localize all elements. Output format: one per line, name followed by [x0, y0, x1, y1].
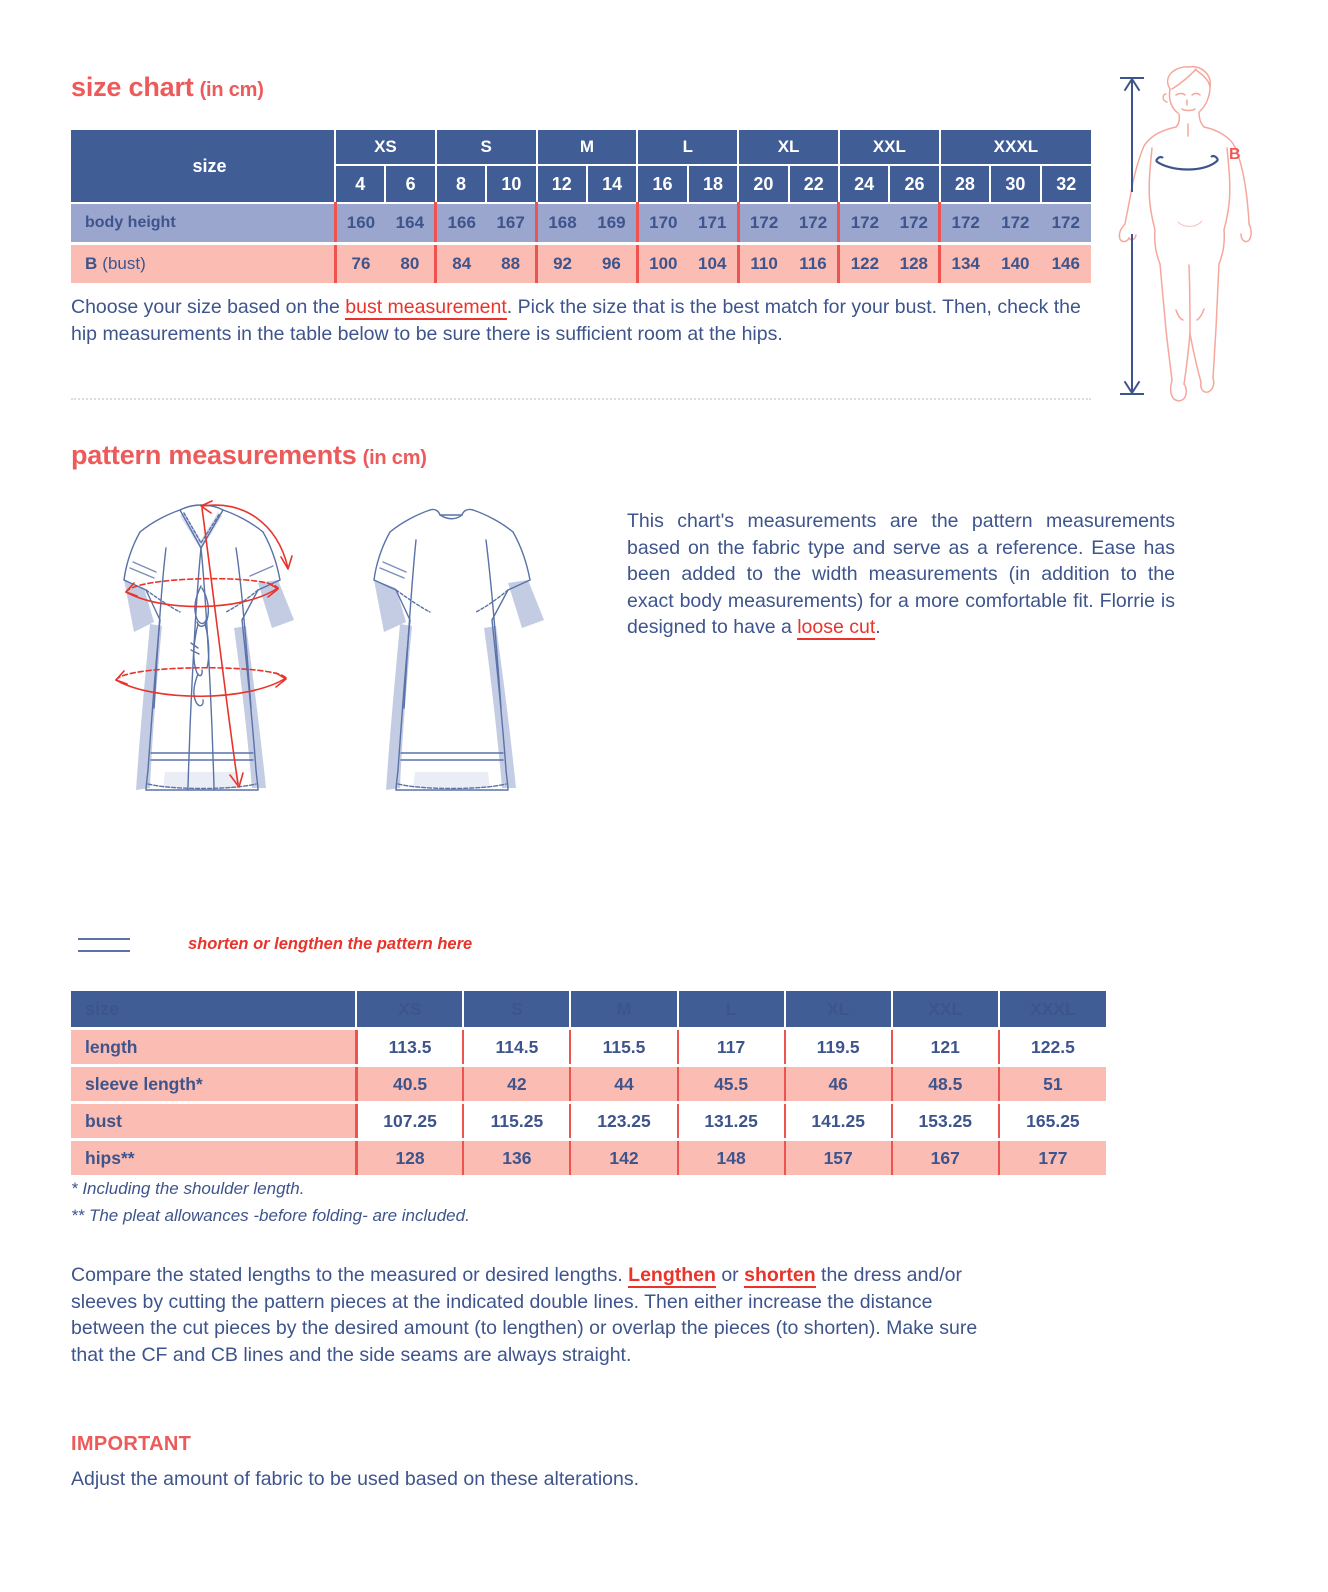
pattern-measurements-heading: [71, 440, 427, 471]
size-group-xxl: XXL: [839, 130, 940, 165]
row-label-body-height: body height: [71, 203, 335, 244]
size-number-4: 4: [335, 165, 385, 203]
pattern-measurements-table: [71, 991, 1106, 1175]
bust-10: 88: [486, 244, 536, 284]
size-number-12: 12: [537, 165, 587, 203]
row-label-bust-suffix: (bust): [102, 254, 146, 273]
bust-26: 128: [889, 244, 939, 284]
length-xxl: 121: [892, 1029, 999, 1066]
pattern-description-after: .: [875, 616, 881, 639]
hips-xxl: 167: [892, 1140, 999, 1176]
sleeve-length-xxl: 48.5: [892, 1066, 999, 1103]
table-row-hips: [71, 1140, 1106, 1176]
alteration-before: Compare the stated lengths to the measured or desired lengths.: [71, 1264, 629, 1286]
size-group-xxxl: XXXL: [940, 130, 1091, 165]
alteration-after: the dress and/or sleeves by cutting the pattern pieces at the indicated double lines. Then either increase the distance between the cut pieces by the desired amount (to lengthen) or overlap the pieces (to shorten). Make sure that the CF and CB lines and the side seams are always straight.: [71, 1264, 978, 1366]
size-number-16: 16: [637, 165, 687, 203]
pattern-size-l: L: [678, 991, 785, 1029]
body-height-16: 170: [637, 203, 687, 244]
body-height-4: 160: [335, 203, 385, 244]
sleeve-length-l: 45.5: [678, 1066, 785, 1103]
size-chart-heading: [71, 72, 264, 103]
bust-marker-label: B: [1229, 146, 1241, 163]
size-group-s: S: [436, 130, 537, 165]
pattern-description: [627, 508, 1175, 641]
size-group-xl: XL: [738, 130, 839, 165]
bust-20: 110: [738, 244, 788, 284]
size-chart-group-row: [71, 130, 1091, 165]
hips-m: 142: [570, 1140, 677, 1176]
body-height-32: 172: [1041, 203, 1091, 244]
size-chart-instructions: [71, 294, 1101, 347]
row-label-length: length: [71, 1029, 356, 1066]
pattern-size-xl: XL: [785, 991, 892, 1029]
bust-measurement-link[interactable]: bust measurement: [345, 296, 507, 318]
bust-32: 146: [1041, 244, 1091, 284]
bust-pattern-m: 123.25: [570, 1103, 677, 1140]
alteration-legend: [78, 935, 472, 954]
body-height-28: 172: [940, 203, 990, 244]
size-number-24: 24: [839, 165, 889, 203]
bust-12: 92: [537, 244, 587, 284]
important-heading: IMPORTANT: [71, 1433, 192, 1455]
pattern-table-header-row: [71, 991, 1106, 1029]
bust-measurement-line: [1156, 156, 1218, 170]
body-height-14: 169: [587, 203, 637, 244]
loose-cut-link[interactable]: loose cut: [797, 616, 876, 639]
hips-s: 136: [463, 1140, 570, 1176]
body-height-12: 168: [537, 203, 587, 244]
body-height-20: 172: [738, 203, 788, 244]
female-body-outline: [1119, 67, 1251, 401]
footnote-shoulder-length: * Including the shoulder length.: [71, 1179, 305, 1198]
lengthen-link[interactable]: Lengthen: [628, 1264, 716, 1286]
body-height-26: 172: [889, 203, 939, 244]
table-row-bust-pattern: [71, 1103, 1106, 1140]
bust-24: 122: [839, 244, 889, 284]
dress-drawings-svg: [62, 488, 607, 873]
row-label-hips: hips**: [71, 1140, 356, 1176]
size-chart-heading-main: size chart: [71, 72, 194, 102]
size-number-26: 26: [889, 165, 939, 203]
body-height-6: 164: [385, 203, 435, 244]
sleeve-length-s: 42: [463, 1066, 570, 1103]
pattern-size-xxxl: XXXL: [999, 991, 1106, 1029]
table-row-length: [71, 1029, 1106, 1066]
alteration-instructions: [71, 1262, 1011, 1368]
footnote-pleat-allowances: ** The pleat allowances -before folding- are included.: [71, 1206, 470, 1225]
alteration-middle: or: [715, 1264, 745, 1286]
bust-pattern-s: 115.25: [463, 1103, 570, 1140]
pattern-heading-main: pattern measurements: [71, 440, 357, 470]
dress-technical-drawings: [62, 488, 607, 873]
row-label-sleeve-length: sleeve length*: [71, 1066, 356, 1103]
row-label-bust-letter: B: [85, 254, 98, 273]
bust-pattern-xs: 107.25: [356, 1103, 463, 1140]
pattern-size-m: M: [570, 991, 677, 1029]
size-number-28: 28: [940, 165, 990, 203]
table-row-body-height: [71, 203, 1091, 244]
body-height-22: 172: [789, 203, 839, 244]
hips-xl: 157: [785, 1140, 892, 1176]
pattern-size-s: S: [463, 991, 570, 1029]
body-height-10: 167: [486, 203, 536, 244]
table-row-sleeve-length: [71, 1066, 1106, 1103]
size-number-8: 8: [436, 165, 486, 203]
sleeve-length-xl: 46: [785, 1066, 892, 1103]
bust-22: 116: [789, 244, 839, 284]
sleeve-length-xs: 40.5: [356, 1066, 463, 1103]
bust-4: 76: [335, 244, 385, 284]
bust-6: 80: [385, 244, 435, 284]
body-height-24: 172: [839, 203, 889, 244]
pattern-size-xs: XS: [356, 991, 463, 1029]
size-chart-heading-sub: (in cm): [199, 79, 264, 101]
length-xs: 113.5: [356, 1029, 463, 1066]
size-group-m: M: [537, 130, 638, 165]
dress-front-view: [116, 501, 294, 790]
size-chart-table: [71, 130, 1091, 283]
instructions-before: Choose your size based on the: [71, 296, 346, 318]
body-figure-svg: [1100, 62, 1328, 407]
size-number-22: 22: [789, 165, 839, 203]
height-arrow: [1120, 78, 1144, 394]
row-label-bust: [71, 244, 335, 284]
pattern-size-xxl: XXL: [892, 991, 999, 1029]
bust-30: 140: [990, 244, 1040, 284]
hips-xxxl: 177: [999, 1140, 1106, 1176]
body-figure-illustration: [1100, 62, 1328, 407]
size-chart-label-header: size: [71, 130, 335, 203]
size-group-xs: XS: [335, 130, 436, 165]
sleeve-length-m: 44: [570, 1066, 677, 1103]
row-label-bust-pattern: bust: [71, 1103, 356, 1140]
bust-28: 134: [940, 244, 990, 284]
legend-label: shorten or lengthen the pattern here: [188, 935, 473, 953]
pattern-heading-sub: (in cm): [362, 447, 427, 469]
size-number-20: 20: [738, 165, 788, 203]
size-number-6: 6: [385, 165, 435, 203]
size-number-30: 30: [990, 165, 1040, 203]
hips-l: 148: [678, 1140, 785, 1176]
bust-8: 84: [436, 244, 486, 284]
body-height-18: 171: [688, 203, 738, 244]
length-l: 117: [678, 1029, 785, 1066]
bust-pattern-xl: 141.25: [785, 1103, 892, 1140]
table-row-bust: [71, 244, 1091, 284]
instructions-after: . Pick the size that is the best match for your bust. Then, check the hip measurements in the table below to be sure there is sufficient room at the hips.: [71, 296, 1081, 345]
section-divider: [71, 398, 1091, 400]
bust-pattern-xxl: 153.25: [892, 1103, 999, 1140]
bust-pattern-l: 131.25: [678, 1103, 785, 1140]
important-text: Adjust the amount of fabric to be used based on these alterations.: [71, 1468, 640, 1490]
double-line-icon: [78, 938, 130, 952]
bust-16: 100: [637, 244, 687, 284]
length-m: 115.5: [570, 1029, 677, 1066]
bust-18: 104: [688, 244, 738, 284]
pattern-label-header: size: [71, 991, 356, 1029]
size-number-18: 18: [688, 165, 738, 203]
shorten-link[interactable]: shorten: [744, 1264, 816, 1286]
length-xxxl: 122.5: [999, 1029, 1106, 1066]
body-height-30: 172: [990, 203, 1040, 244]
size-number-10: 10: [486, 165, 536, 203]
dress-back-view: [374, 509, 544, 790]
pattern-description-before: This chart's measurements are the pattern measurements based on the fabric type and serve as a reference. Ease has been added to the width measurements (in addition to the exact body measurements) for a more comfortable fit. Florrie is designed to have a: [627, 510, 1175, 639]
sleeve-length-xxxl: 51: [999, 1066, 1106, 1103]
body-height-8: 166: [436, 203, 486, 244]
bust-14: 96: [587, 244, 637, 284]
size-number-14: 14: [587, 165, 637, 203]
size-number-32: 32: [1041, 165, 1091, 203]
size-group-l: L: [637, 130, 738, 165]
hips-xs: 128: [356, 1140, 463, 1176]
length-s: 114.5: [463, 1029, 570, 1066]
length-xl: 119.5: [785, 1029, 892, 1066]
bust-pattern-xxxl: 165.25: [999, 1103, 1106, 1140]
